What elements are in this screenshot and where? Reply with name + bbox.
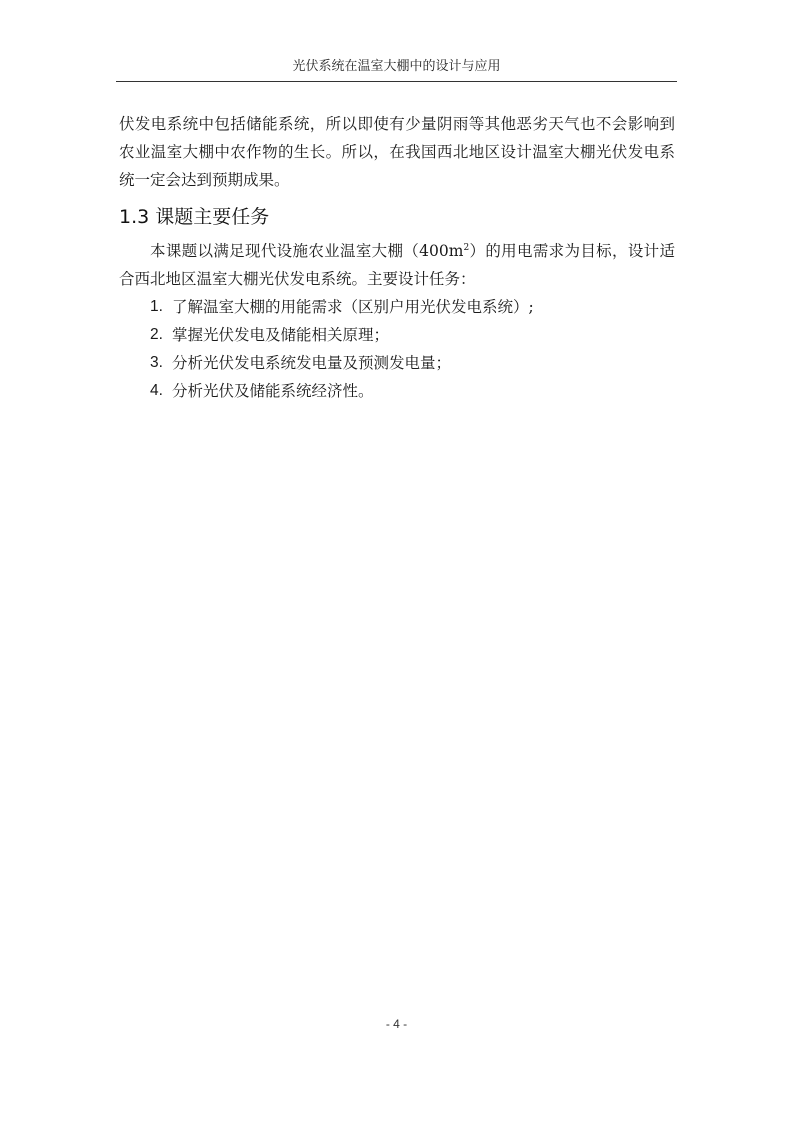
task-number: 1. [150, 298, 163, 315]
paragraph-task-intro-part1: 本课题以满足现代设施农业温室大棚（400m [150, 242, 464, 260]
paragraph-continued: 伏发电系统中包括储能系统，所以即使有少量阴雨等其他恶劣天气也不会影响到农业温室大棚中农作物的生长。所以，在我国西北地区设计温室大棚光伏发电系统一定会达到预期成果。 [119, 115, 675, 189]
task-text: 分析光伏发电系统发电量及预测发电量； [172, 354, 452, 372]
task-text: 了解温室大棚的用能需求（区别户用光伏发电系统）; [172, 298, 534, 316]
header-rule [116, 81, 677, 82]
task-text: 分析光伏及储能系统经济性。 [172, 382, 374, 400]
task-text: 掌握光伏发电及储能相关原理； [172, 326, 390, 344]
section-heading: 1.3 课题主要任务 [119, 206, 270, 228]
running-header: 光伏系统在温室大棚中的设计与应用 [292, 59, 501, 74]
task-item-1 [119, 293, 675, 321]
task-number: 3. [150, 354, 163, 371]
task-list [119, 293, 675, 405]
task-item-2 [119, 321, 675, 349]
page-number: - 4 - [385, 1017, 408, 1031]
paragraph-task-intro [119, 234, 675, 293]
task-number: 4. [150, 382, 163, 399]
task-item-3 [119, 349, 675, 377]
document-body [119, 110, 675, 405]
task-item-4 [119, 377, 675, 405]
superscript-two: 2 [463, 243, 470, 253]
paragraph-task-intro-part2: ）的用电需求为目标，设计适合西北地区温室大棚光伏发电系统。主要设计任务： [119, 242, 675, 288]
task-number: 2. [150, 326, 163, 343]
